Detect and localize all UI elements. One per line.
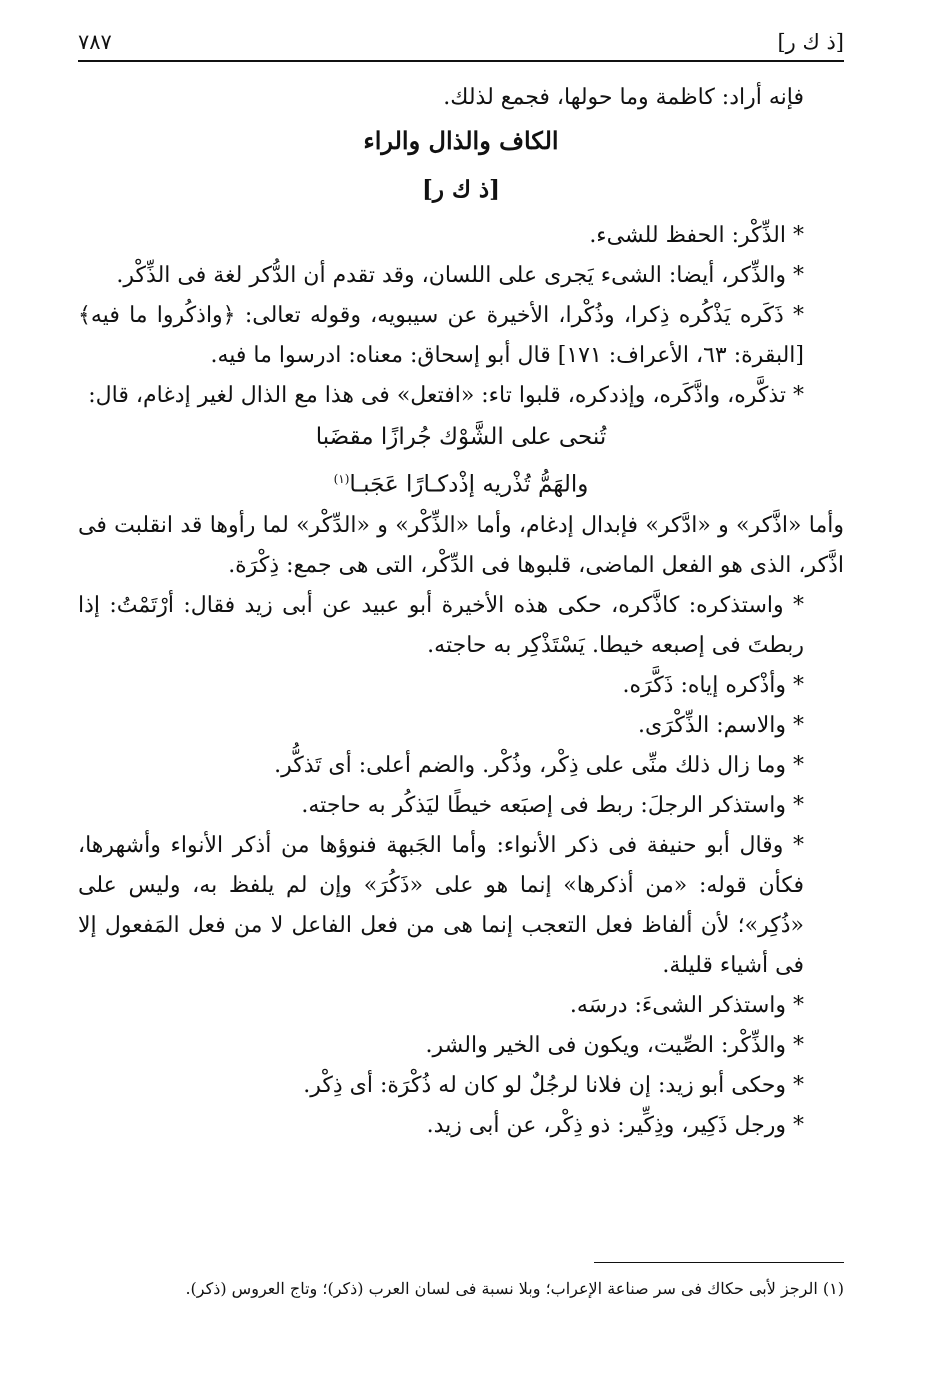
paragraph: * وقال أبو حنيفة فى ذكر الأنواء: وأما الجَبهة فنوؤها من أذكر الأنواء وأشهرها، فكأن قوله: «من أذكرها» إنما هو على «ذَكُرَ» وإن لم يلفظ به، وليس على «ذُكِر»؛ لأن ألفاظ فعل التعجب إنما هى من فعل الفاعل لا من فعل المَفعول إلا فى أشياء قليلة. bbox=[78, 832, 804, 978]
verse-text: والهَمُّ تُذْريه إذْدكـارًا عَجَبـا bbox=[349, 471, 589, 498]
paragraph: * وأذْكره إياه: ذَكَّرَه. bbox=[622, 672, 804, 698]
paragraph: * ورجل ذَكِير، وذِكِّير: ذو ذِكْر، عن أبى زيد. bbox=[426, 1112, 804, 1138]
paragraph: * والذِّكْر: الصِّيت، ويكون فى الخير والشر. bbox=[425, 1032, 804, 1058]
header-root-label: [ذ ك ر] bbox=[777, 30, 844, 54]
section-title: الكاف والذال والراء bbox=[363, 126, 559, 155]
paragraph: * ذَكَره يَذْكُره ذِكرا، وذُكْرا، الأخيرة عن سيبويه، وقوله تعالى: ﴿واذكُروا ما فيه﴾ [البقرة: ٦٣، الأعراف: ١٧١] قال أبو إسحاق: معناه: ادرسوا ما فيه. bbox=[78, 303, 804, 368]
footnote-ref: (١) bbox=[333, 472, 350, 486]
paragraph: * والاسم: الذِّكْرَى. bbox=[638, 712, 804, 738]
book-page bbox=[78, 0, 844, 1373]
running-header bbox=[78, 26, 844, 62]
paragraph: * واستذكر الرجلَ: ربط فى إصبَعه خيطًا ليَذكُر به حاجته. bbox=[301, 792, 804, 818]
main-text bbox=[78, 78, 844, 1146]
footnote-divider bbox=[594, 1262, 844, 1263]
paragraph: وأما «اذَّكر» و «ادَّكر» فإبدال إدغام، وأما «الذِّكْر» و «الدِّكْر» لما رأوها قد انقلبت فى اذَّكر، الذى هو الفعل الماضى، قلبوها فى الدِّكْر، التى هى جمع: ذِكْرَة. bbox=[78, 512, 844, 578]
page-number: ٧٨٧ bbox=[78, 30, 112, 54]
paragraph: * واستذكره: كاذَّكره، حكى هذه الأخيرة أبو عبيد عن أبى زيد فقال: أرْتَمْتُ: إذا ربطتَ فى إصبعه خيطا. يَسْتَذْكِر به حاجته. bbox=[78, 592, 804, 658]
verse-line: تُنحى على الشَّوْك جُرازًا مقضَبا bbox=[315, 424, 607, 450]
paragraph: * واستذكر الشىءَ: درسَه. bbox=[569, 992, 804, 1018]
paragraph: * تذكَّره، واذَّكَره، وإذدكره، قلبوا تاء: «افتعل» فى هذا مع الذال لغير إدغام، قال: bbox=[88, 383, 804, 408]
paragraph: * الذِّكْر: الحفظ للشىء. bbox=[589, 223, 804, 248]
paragraph: * وما زال ذلك منِّى على ذِكْر، وذُكْر. والضم أعلى: أى تَذكُّر. bbox=[274, 752, 804, 778]
paragraph: * والذِّكر، أيضا: الشىء يَجرى على اللسان، وقد تقدم أن الدُّكر لغة فى الذِّكْر. bbox=[116, 263, 804, 288]
verse-line bbox=[78, 458, 844, 506]
footnote: (١) الرجز لأبى حكاك فى سر صناعة الإعراب؛ وبلا نسبة فى لسان العرب (ذكر)؛ وتاج العروس (ذكر). bbox=[185, 1279, 844, 1298]
entry-root: [ذ ك ر] bbox=[421, 176, 501, 203]
paragraph: فإنه أراد: كاظمة وما حولها، فجمع لذلك. bbox=[443, 85, 804, 110]
paragraph: * وحكى أبو زيد: إن فلانا لرجُلٌ لو كان له ذُكْرَة: أى ذِكْر. bbox=[303, 1072, 804, 1098]
